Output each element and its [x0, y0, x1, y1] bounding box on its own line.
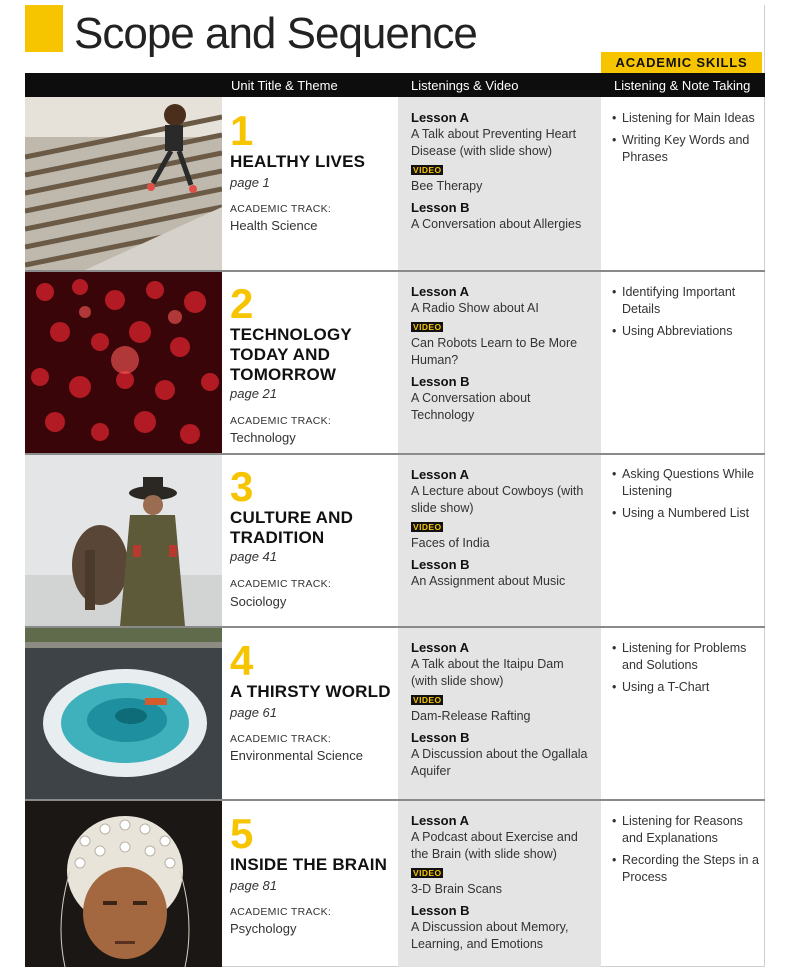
video-badge: VIDEO: [413, 322, 442, 332]
lesson-b-text: An Assignment about Music: [411, 574, 566, 588]
unit-3-listenings: [411, 466, 593, 590]
unit-2-track-label: ACADEMIC TRACK:: [230, 415, 332, 427]
header-unit-title: Unit Title & Theme: [231, 78, 338, 93]
unit-5-listenings: [411, 812, 593, 953]
video-text: 3-D Brain Scans: [411, 882, 503, 896]
unit-divider: [25, 270, 765, 272]
unit-1-number: 1: [230, 107, 254, 154]
lesson-b-text: A Discussion about the Ogallala Aquifer: [411, 747, 588, 778]
video-badge: VIDEO: [413, 695, 442, 705]
skill-item: • Listening for Reasons and Explanations: [612, 813, 762, 847]
lesson-a-text: A Podcast about Exercise and the Brain (with slide show): [411, 830, 578, 861]
video-text: Faces of India: [411, 536, 490, 550]
lesson-a-text: A Lecture about Cowboys (with slide show): [411, 484, 584, 515]
video-badge: VIDEO: [413, 522, 442, 532]
unit-5-title: INSIDE THE BRAIN: [230, 855, 388, 874]
video-text: Bee Therapy: [411, 179, 483, 193]
unit-3-skills: [612, 466, 762, 527]
lesson-a-label: Lesson A: [411, 110, 470, 125]
lesson-a-text: A Radio Show about AI: [411, 301, 539, 315]
lesson-b-text: A Conversation about Allergies: [411, 217, 582, 231]
red-crowd-photo: [25, 272, 222, 453]
lesson-b-label: Lesson B: [411, 903, 470, 918]
lesson-b-label: Lesson B: [411, 374, 470, 389]
lesson-a-label: Lesson A: [411, 467, 470, 482]
unit-divider: [25, 453, 765, 455]
unit-3-track-label: ACADEMIC TRACK:: [230, 578, 332, 590]
unit-4-track: Environmental Science: [230, 748, 363, 763]
unit-1-listenings: [411, 109, 593, 233]
lesson-a-label: Lesson A: [411, 284, 470, 299]
academic-skills-tab: ACADEMIC SKILLS: [601, 52, 762, 73]
unit-divider: [25, 799, 765, 801]
unit-2-skills: [612, 284, 762, 345]
page-title: Scope and Sequence: [74, 9, 477, 58]
unit-1-page: page 1: [230, 175, 270, 190]
lesson-b-text: A Conversation about Technology: [411, 391, 531, 422]
skill-item: • Recording the Steps in a Process: [612, 852, 762, 886]
unit-3-title: CULTURE AND TRADITION: [230, 508, 354, 547]
video-text: Can Robots Learn to Be More Human?: [411, 336, 578, 367]
unit-2-title: TECHNOLOGY TODAY AND TOMORROW: [230, 325, 352, 384]
cowboy-with-horse-photo: [25, 455, 222, 626]
video-badge: VIDEO: [413, 165, 442, 175]
skill-item: • Listening for Problems and Solutions: [612, 640, 762, 674]
unit-4-image: [25, 628, 222, 799]
skill-item: • Identifying Important Details: [612, 284, 762, 318]
unit-1-title: HEALTHY LIVES: [230, 152, 366, 171]
unit-3-number: 3: [230, 463, 254, 510]
dam-whirlpool-photo: [25, 628, 222, 799]
lesson-a-text: A Talk about the Itaipu Dam (with slide show): [411, 657, 564, 688]
lesson-a-label: Lesson A: [411, 813, 470, 828]
header-listenings: Listenings & Video: [411, 78, 519, 93]
skill-item: • Asking Questions While Listening: [612, 466, 762, 500]
skill-item: • Using Abbreviations: [612, 323, 762, 340]
unit-1-image: [25, 97, 222, 270]
unit-5-track: Psychology: [230, 921, 297, 936]
unit-4-title: A THIRSTY WORLD: [230, 682, 391, 701]
unit-5-skills: [612, 813, 762, 891]
lesson-b-label: Lesson B: [411, 730, 470, 745]
lesson-b-label: Lesson B: [411, 557, 470, 572]
column-header-bar: [25, 73, 765, 97]
video-text: Dam-Release Rafting: [411, 709, 531, 723]
unit-3-track: Sociology: [230, 594, 287, 609]
brain-scan-cap-photo: [25, 801, 222, 967]
unit-4-listenings: [411, 639, 593, 780]
unit-2-track: Technology: [230, 430, 296, 445]
unit-3-page: page 41: [230, 549, 277, 564]
stadium-runner-photo: [25, 97, 222, 270]
unit-2-listenings: [411, 283, 593, 424]
header-listening-note-taking: Listening & Note Taking: [614, 78, 751, 93]
skill-item: • Listening for Main Ideas: [612, 110, 762, 127]
skill-item: • Writing Key Words and Phrases: [612, 132, 762, 166]
unit-5-page: page 81: [230, 878, 277, 893]
title-accent-square: [25, 5, 63, 52]
lesson-a-label: Lesson A: [411, 640, 470, 655]
unit-4-track-label: ACADEMIC TRACK:: [230, 733, 332, 745]
unit-5-image: [25, 801, 222, 967]
unit-2-number: 2: [230, 280, 254, 327]
unit-3-image: [25, 455, 222, 626]
lesson-a-text: A Talk about Preventing Heart Disease (with slide show): [411, 127, 577, 158]
unit-2-image: [25, 272, 222, 453]
unit-5-track-label: ACADEMIC TRACK:: [230, 906, 332, 918]
skill-item: • Using a Numbered List: [612, 505, 762, 522]
unit-5-number: 5: [230, 810, 254, 857]
unit-1-track-label: ACADEMIC TRACK:: [230, 203, 332, 215]
lesson-b-text: A Discussion about Memory, Learning, and Emotions: [411, 920, 569, 951]
lesson-b-label: Lesson B: [411, 200, 470, 215]
video-badge: VIDEO: [413, 868, 442, 878]
unit-4-number: 4: [230, 637, 254, 684]
skill-item: • Using a T-Chart: [612, 679, 762, 696]
unit-1-track: Health Science: [230, 218, 318, 233]
unit-4-skills: [612, 640, 762, 701]
unit-4-page: page 61: [230, 705, 277, 720]
unit-2-page: page 21: [230, 386, 277, 401]
unit-divider: [25, 626, 765, 628]
unit-1-skills: [612, 110, 762, 171]
